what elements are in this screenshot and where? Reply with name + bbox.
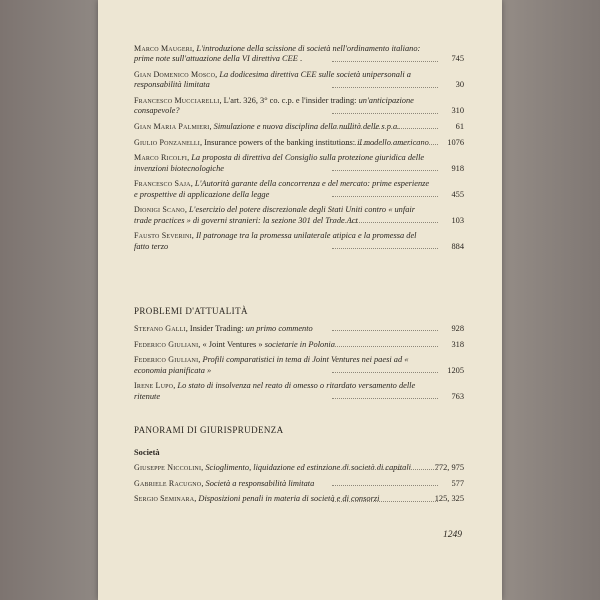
entry-text: , bbox=[201, 463, 206, 472]
toc-entry bbox=[134, 205, 464, 226]
entry-page-number: 310 bbox=[451, 106, 464, 116]
entry-author: Francesco Mucciarelli bbox=[134, 96, 220, 105]
toc-entry bbox=[134, 179, 464, 200]
dot-leader bbox=[332, 128, 438, 129]
entry-author: Giuseppe Niccolini bbox=[134, 463, 202, 472]
entry-text: , bbox=[194, 494, 199, 504]
toc-entry bbox=[134, 231, 464, 252]
main-entries-list bbox=[134, 44, 464, 257]
toc-entry bbox=[134, 355, 464, 376]
entry-title: Scioglimento, liquidazione ed estinzione di società di capitali bbox=[205, 463, 411, 472]
entry-page-number: 61 bbox=[455, 122, 464, 131]
entry-page-number: 928 bbox=[451, 324, 464, 333]
entry-author: Francesco Saja bbox=[134, 179, 191, 189]
entry-title: Profili comparatistici in tema di Joint Ventures nei paesi ad « economia pianificata » bbox=[134, 355, 409, 375]
entry-text: , bbox=[209, 122, 214, 131]
entry-text: , bbox=[215, 70, 220, 79]
entry-page-number: 1205 bbox=[447, 365, 464, 375]
entry-author: Marco Ricolfi bbox=[134, 153, 188, 163]
entry-title: il modello americano bbox=[357, 137, 429, 147]
entry-title: L'esercizio del potere discrezionale degli Stati Uniti contro « unfair trade practices » di governi stranieri: la sezione 301 del Trade Act bbox=[134, 205, 415, 225]
dot-leader bbox=[332, 222, 438, 223]
entry-author: Sergio Seminara bbox=[134, 494, 195, 504]
book-page bbox=[98, 0, 502, 600]
dot-leader bbox=[332, 372, 438, 373]
entry-author: Gian Maria Palmieri bbox=[134, 122, 210, 131]
section-title-attualita: PROBLEMI D'ATTUALITÀ bbox=[134, 306, 248, 316]
entry-page-number: 30 bbox=[455, 80, 464, 90]
entry-title: un'anticipazione consapevole? bbox=[134, 96, 414, 116]
entry-title: Società a responsabilità limitata bbox=[205, 478, 315, 488]
entry-author: Marco Maugeri bbox=[134, 44, 193, 53]
entry-title: un primo commento bbox=[245, 324, 313, 333]
section-title-panorami: PANORAMI DI GIURISPRUDENZA bbox=[134, 425, 284, 435]
dot-leader bbox=[332, 485, 438, 486]
dot-leader bbox=[332, 196, 438, 197]
toc-entry bbox=[134, 324, 464, 334]
societa-entries-list bbox=[134, 463, 464, 510]
toc-entry bbox=[134, 494, 464, 504]
entry-title: societarie in Polonia bbox=[264, 339, 335, 349]
right-background bbox=[502, 0, 600, 600]
entry-text: , bbox=[187, 153, 192, 163]
dot-leader bbox=[332, 87, 438, 88]
entry-author: Federico Giuliani bbox=[134, 339, 199, 349]
entry-title: La proposta di direttiva del Consiglio sulla protezione giuridica delle invenzioni biotecnologiche bbox=[134, 153, 425, 173]
entry-text: , bbox=[198, 355, 203, 365]
entry-page-number: 772, 975 bbox=[434, 463, 464, 472]
entry-title: L'introduzione della scissione di società nell'ordinamento italiano: prime note sull'attuazione della VI direttiva CEE bbox=[134, 44, 421, 64]
entry-title: Il patronage tra la promessa unilaterale atipica e la promessa del fatto terzo bbox=[134, 231, 417, 251]
entry-text: , bbox=[191, 231, 196, 241]
dot-leader bbox=[332, 144, 438, 145]
dot-leader bbox=[332, 248, 438, 249]
entry-text: , Insurance powers of the banking institutions: bbox=[199, 137, 358, 147]
toc-entry bbox=[134, 138, 464, 148]
toc-entry bbox=[134, 463, 464, 473]
entry-text: , L'art. 326, 3° co. c.p. e l'insider trading: bbox=[219, 96, 359, 105]
dot-leader bbox=[332, 346, 438, 347]
toc-entry bbox=[134, 70, 464, 91]
entry-page-number: 918 bbox=[451, 163, 464, 173]
dot-leader bbox=[332, 469, 438, 470]
toc-entry bbox=[134, 381, 464, 402]
dot-leader bbox=[332, 501, 438, 502]
entry-author: Giulio Ponzanelli bbox=[134, 137, 200, 147]
dot-leader bbox=[332, 398, 438, 399]
entry-page-number: 125, 325 bbox=[434, 494, 464, 504]
toc-entry bbox=[134, 479, 464, 489]
toc-entry bbox=[134, 153, 464, 174]
entry-text: , bbox=[173, 381, 178, 391]
entry-title: Disposizioni penali in materia di società e di consorzi bbox=[198, 494, 380, 504]
entry-title: Lo stato di insolvenza nel reato di omesso o ritardato versamento delle ritenute bbox=[134, 381, 416, 401]
entry-text: , bbox=[201, 478, 206, 488]
dot-leader bbox=[332, 113, 438, 114]
entry-tail: . bbox=[297, 54, 303, 64]
toc-entry bbox=[134, 340, 464, 350]
toc-entry bbox=[134, 122, 464, 132]
entry-title: Simulazione e nuova disciplina della nullità delle s.p.a. bbox=[213, 122, 400, 131]
entry-page-number: 455 bbox=[451, 189, 464, 199]
entry-page-number: 1076 bbox=[447, 137, 464, 147]
entry-title: La dodicesima direttiva CEE sulle società unipersonali a responsabilità limitata bbox=[134, 70, 411, 90]
entry-title: L'Autorità garante della concorrenza e del mercato: prime esperienze e prospettive di applicazione della legge bbox=[134, 179, 430, 199]
entry-text: , Insider Trading: bbox=[185, 324, 246, 333]
entry-author: Stefano Galli bbox=[134, 324, 186, 333]
subsection-societa: Società bbox=[134, 448, 160, 457]
entry-text: , « Joint Ventures » bbox=[198, 339, 265, 349]
entry-text: , bbox=[192, 44, 197, 53]
entry-page-number: 577 bbox=[451, 478, 464, 488]
page-folio: 1249 bbox=[443, 530, 462, 540]
toc-entry bbox=[134, 44, 464, 65]
entry-author: Federico Giuliani bbox=[134, 355, 199, 365]
left-background bbox=[0, 0, 98, 600]
entry-page-number: 745 bbox=[451, 54, 464, 64]
entry-author: Gian Domenico Mosco bbox=[134, 70, 216, 79]
entry-page-number: 884 bbox=[451, 241, 464, 251]
entry-text: , bbox=[184, 205, 190, 215]
dot-leader bbox=[332, 170, 438, 171]
entry-author: Dionigi Scano bbox=[134, 205, 185, 215]
entry-text: , bbox=[190, 179, 195, 189]
toc-entry bbox=[134, 96, 464, 117]
entry-author: Irene Lupo bbox=[134, 381, 174, 391]
dot-leader bbox=[332, 61, 438, 62]
entry-author: Fausto Severini bbox=[134, 231, 192, 241]
dot-leader bbox=[332, 330, 438, 331]
entry-author: Gabriele Racugno bbox=[134, 478, 202, 488]
entry-page-number: 318 bbox=[451, 339, 464, 349]
attualita-entries-list bbox=[134, 324, 464, 407]
entry-page-number: 763 bbox=[451, 391, 464, 401]
entry-page-number: 103 bbox=[451, 215, 464, 225]
